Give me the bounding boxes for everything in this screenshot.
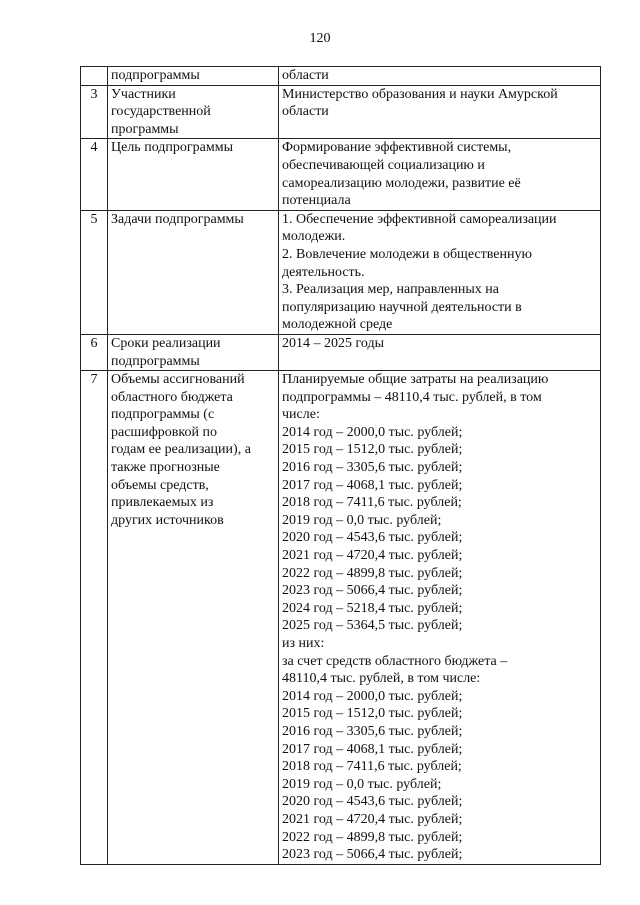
- parameter-value-line: 1. Обеспечение эффективной самореализации: [282, 211, 557, 227]
- parameter-value-line: 2019 год – 0,0 тыс. рублей;: [282, 776, 442, 792]
- parameter-value-line: числе:: [282, 407, 320, 423]
- parameter-name-line: подпрограммы: [111, 68, 200, 83]
- page-number: 120: [309, 31, 331, 46]
- parameter-name-line: годам ее реализации), а: [111, 442, 251, 458]
- parameter-value-line: Министерство образования и науки Амурской: [282, 86, 558, 102]
- parameter-value-line: 2015 год – 1512,0 тыс. рублей;: [282, 442, 463, 458]
- parameter-value-cell: [279, 67, 601, 86]
- parameter-value-line: 2024 год – 5218,4 тыс. рублей;: [282, 600, 463, 616]
- parameter-name-line: расшифровкой по: [111, 424, 217, 440]
- parameter-name-line: привлекаемых из: [111, 495, 214, 511]
- parameter-value-line: 2015 год – 1512,0 тыс. рублей;: [282, 706, 463, 722]
- parameter-value-line: молодежи.: [282, 229, 346, 245]
- parameter-value-line: популяризацию научной деятельности в: [282, 299, 522, 315]
- row-number-cell: 6: [81, 334, 108, 370]
- parameter-value-cell: [279, 139, 601, 210]
- parameter-name-line: подпрограммы (с: [111, 407, 215, 423]
- row-number-cell: 3: [81, 85, 108, 139]
- parameter-name-line: областного бюджета: [111, 389, 233, 405]
- parameter-value-line: 2014 год – 2000,0 тыс. рублей;: [282, 424, 463, 440]
- parameter-name-line: Сроки реализации: [111, 335, 221, 351]
- parameter-value-line: 2020 год – 4543,6 тыс. рублей;: [282, 530, 463, 546]
- parameter-value-line: обеспечивающей социализацию и: [282, 157, 485, 173]
- parameter-name-line: Участники: [111, 86, 176, 102]
- parameter-value-line: из них:: [282, 636, 325, 651]
- parameter-value-line: области: [282, 68, 329, 83]
- parameter-value-line: 2022 год – 4899,8 тыс. рублей;: [282, 829, 463, 845]
- parameter-value-line: Формирование эффективной системы,: [282, 140, 512, 156]
- parameter-value-line: 2014 год – 2000,0 тыс. рублей;: [282, 688, 463, 704]
- parameter-name-line: также прогнозные: [111, 460, 220, 476]
- table-row: [81, 85, 601, 139]
- table-row: [81, 210, 601, 334]
- parameter-name-line: других источников: [111, 512, 224, 528]
- parameter-value-line: Планируемые общие затраты на реализацию: [282, 372, 549, 388]
- parameter-value-line: за счет средств областного бюджета –: [282, 653, 508, 669]
- parameter-value-line: 2. Вовлечение молодежи в общественную: [282, 246, 532, 262]
- parameter-value-cell: [279, 85, 601, 139]
- parameter-value-line: деятельность.: [282, 264, 365, 280]
- parameter-value-line: 48110,4 тыс. рублей, в том числе:: [282, 671, 481, 687]
- parameter-name-line: объемы средств,: [111, 477, 209, 493]
- parameter-value-line: 2020 год – 4543,6 тыс. рублей;: [282, 794, 463, 810]
- parameter-name-cell: [108, 371, 279, 865]
- parameter-value-line: самореализацию молодежи, развитие её: [282, 175, 521, 191]
- passport-table-body: [81, 67, 601, 865]
- subprogram-passport-table: [80, 66, 601, 865]
- parameter-name-line: государственной: [111, 104, 211, 120]
- parameter-value-line: 3. Реализация мер, направленных на: [282, 282, 499, 298]
- parameter-name-cell: [108, 334, 279, 370]
- parameter-name-cell: [108, 139, 279, 210]
- table-row: [81, 139, 601, 210]
- row-number-cell: [81, 67, 108, 86]
- parameter-value-line: 2018 год – 7411,6 тыс. рублей;: [282, 495, 462, 511]
- parameter-value-cell: [279, 371, 601, 865]
- parameter-name-line: Объемы ассигнований: [111, 372, 245, 388]
- parameter-value-cell: [279, 334, 601, 370]
- parameter-name-line: Задачи подпрограммы: [111, 211, 244, 227]
- table-row: [81, 334, 601, 370]
- parameter-name-cell: [108, 85, 279, 139]
- parameter-value-line: 2016 год – 3305,6 тыс. рублей;: [282, 723, 463, 739]
- parameter-value-line: 2016 год – 3305,6 тыс. рублей;: [282, 460, 463, 476]
- parameter-value-line: 2017 год – 4068,1 тыс. рублей;: [282, 741, 463, 757]
- parameter-value-line: подпрограммы – 48110,4 тыс. рублей, в том: [282, 389, 542, 405]
- parameter-name-cell: [108, 210, 279, 334]
- parameter-value-line: 2025 год – 5364,5 тыс. рублей;: [282, 618, 463, 634]
- parameter-name-line: подпрограммы: [111, 353, 200, 369]
- parameter-value-line: 2021 год – 4720,4 тыс. рублей;: [282, 548, 463, 564]
- parameter-value-cell: [279, 210, 601, 334]
- parameter-value-line: молодежной среде: [282, 317, 393, 333]
- table-row: [81, 67, 601, 86]
- row-number-cell: 4: [81, 139, 108, 210]
- parameter-name-line: программы: [111, 121, 179, 137]
- parameter-value-line: 2021 год – 4720,4 тыс. рублей;: [282, 811, 463, 827]
- parameter-value-line: 2014 – 2025 годы: [282, 335, 385, 351]
- parameter-value-line: области: [282, 104, 329, 120]
- table-row: [81, 371, 601, 865]
- parameter-name-cell: [108, 67, 279, 86]
- parameter-value-line: 2017 год – 4068,1 тыс. рублей;: [282, 477, 463, 493]
- row-number-cell: 5: [81, 210, 108, 334]
- parameter-value-line: 2023 год – 5066,4 тыс. рублей;: [282, 847, 463, 863]
- row-number-cell: 7: [81, 371, 108, 865]
- parameter-name-line: Цель подпрограммы: [111, 140, 233, 156]
- parameter-value-line: 2018 год – 7411,6 тыс. рублей;: [282, 759, 462, 775]
- parameter-value-line: потенциала: [282, 193, 351, 209]
- parameter-value-line: 2019 год – 0,0 тыс. рублей;: [282, 512, 442, 528]
- parameter-value-line: 2023 год – 5066,4 тыс. рублей;: [282, 583, 463, 599]
- parameter-value-line: 2022 год – 4899,8 тыс. рублей;: [282, 565, 463, 581]
